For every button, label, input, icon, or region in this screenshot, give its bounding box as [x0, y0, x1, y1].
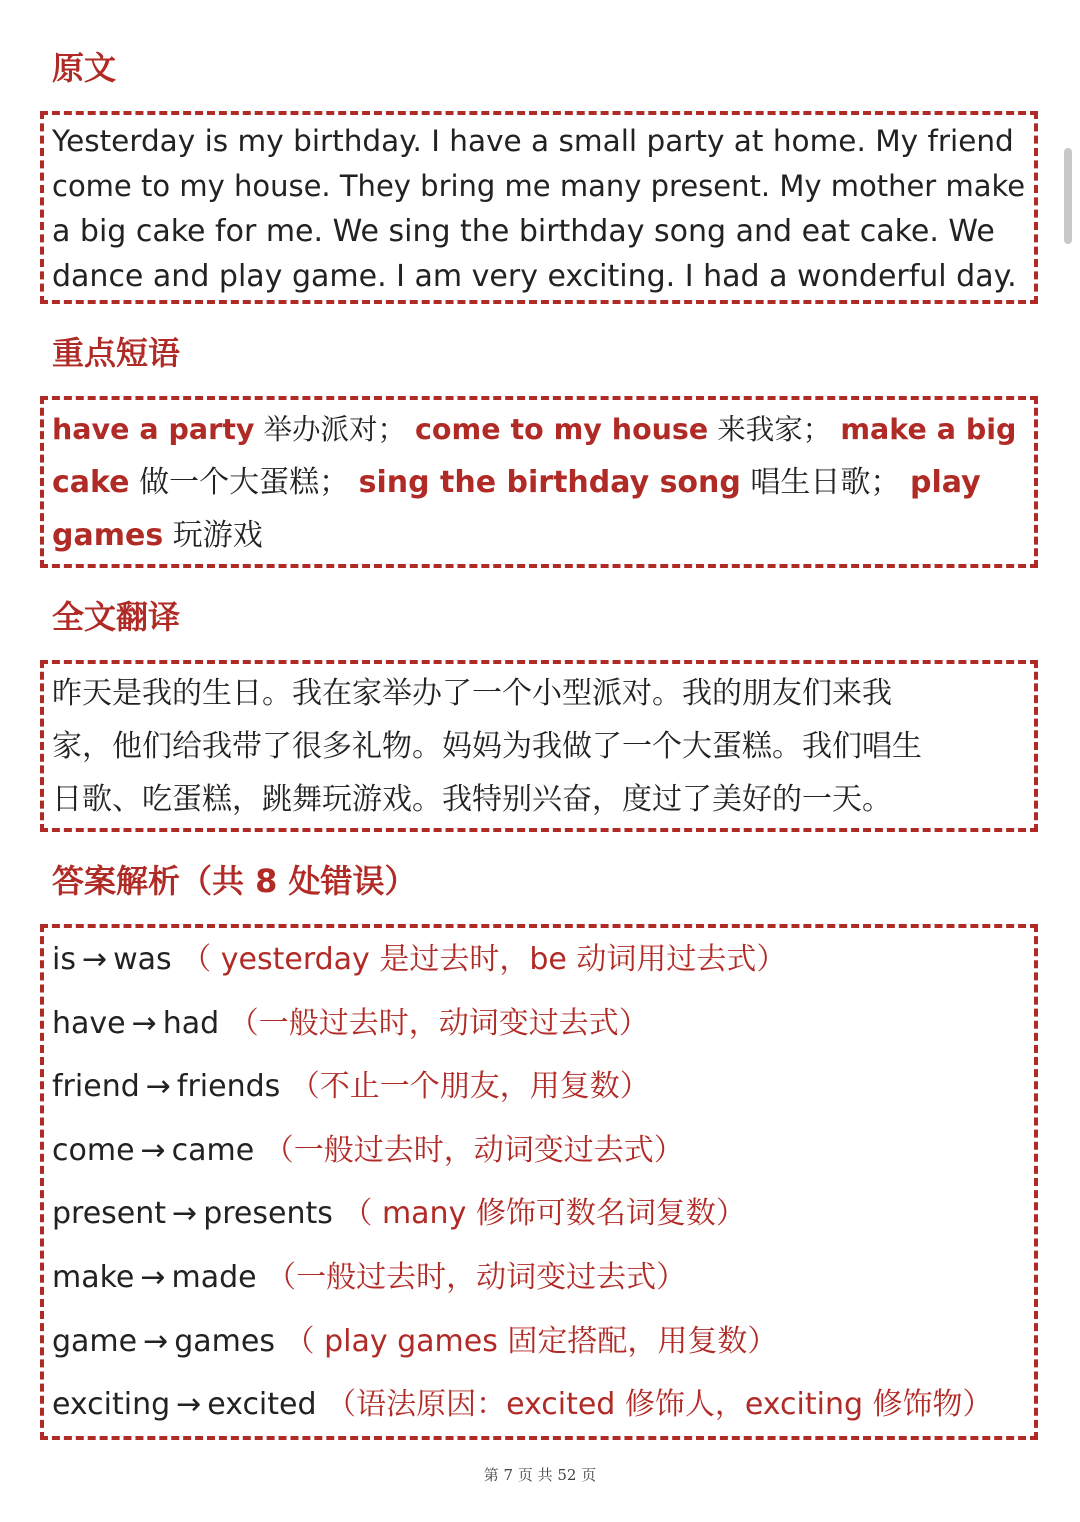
arrow-icon: → [176, 1387, 202, 1423]
answer-note: （语法原因：excited 修饰人，exciting 修饰物） [326, 1387, 993, 1423]
answer-row [52, 1246, 1026, 1310]
phrases-paragraph [52, 403, 1026, 562]
answer-row [52, 1119, 1026, 1183]
phrases-line [52, 456, 1026, 509]
translation-line: 昨天是我的生日。我在家举办了一个小型派对。我的朋友们来我 [52, 676, 892, 711]
arrow-icon: → [140, 1259, 166, 1295]
answers-box [40, 924, 1038, 1440]
phrase-zh: 做一个大蛋糕； [129, 465, 350, 500]
answer-row [52, 928, 1026, 992]
phrase-en: cake [52, 465, 130, 500]
wrong-word: is [52, 942, 76, 977]
answer-note: （ play games 固定搭配，用复数） [284, 1323, 778, 1359]
answer-row [52, 1373, 1026, 1437]
page-number: 第 7 页 共 52 页 [483, 1466, 597, 1484]
original-line: a big cake for me. We sing the birthday song and eat cake. We [52, 214, 995, 249]
original-text-box [40, 111, 1038, 304]
answer-note: （一般过去时，动词变过去式） [263, 1132, 684, 1168]
wrong-word: present [52, 1196, 167, 1232]
phrase-zh: 来我家； [708, 413, 832, 446]
wrong-word: have [52, 1005, 126, 1041]
wrong-word: friend [52, 1069, 140, 1105]
arrow-icon: → [143, 1323, 169, 1359]
translation-line: 日歌、吃蛋糕，跳舞玩游戏。我特别兴奋，度过了美好的一天。 [52, 782, 892, 817]
arrow-icon: → [131, 1005, 157, 1041]
correct-word: friends [176, 1069, 281, 1105]
heading-phrases: 重点短语 [52, 334, 181, 372]
answer-note: （ many 修饰可数名词复数） [342, 1196, 746, 1232]
heading-original: 原文 [52, 49, 117, 87]
arrow-icon: → [140, 1132, 166, 1168]
answer-note: （不止一个朋友，用复数） [289, 1069, 650, 1105]
original-line: Yesterday is my birthday. I have a small party at home. My friend [52, 124, 1014, 158]
answer-note: （ yesterday 是过去时，be 动词用过去式） [181, 942, 787, 977]
phrase-zh: 玩游戏 [163, 518, 263, 553]
arrow-icon: → [172, 1196, 198, 1232]
phrase-zh: 举办派对； [254, 413, 406, 446]
scrollbar-thumb[interactable] [1064, 148, 1072, 244]
correct-word: excited [207, 1387, 317, 1423]
wrong-word: exciting [52, 1387, 171, 1423]
phrases-line [52, 403, 1026, 456]
correct-word: games [174, 1323, 275, 1359]
phrase-en: play [909, 465, 981, 500]
phrases-line [52, 509, 1026, 562]
correct-word: was [113, 942, 172, 977]
translation-box [40, 660, 1038, 832]
translation-paragraph [52, 667, 1026, 826]
phrase-en: make a big [840, 413, 1017, 446]
phrase-en: come to my house [415, 413, 709, 446]
phrase-en: have a party [52, 413, 255, 446]
original-line: come to my house. They bring me many present. My mother make [52, 169, 1026, 203]
phrases-box [40, 396, 1038, 568]
wrong-word: come [52, 1132, 135, 1168]
heading-answers: 答案解析（共 8 处错误） [52, 862, 417, 900]
wrong-word: make [52, 1259, 135, 1295]
arrow-icon: → [145, 1069, 171, 1105]
original-line: dance and play game. I am very exciting. I had a wonderful day. [52, 259, 1017, 294]
answer-row [52, 1310, 1026, 1374]
phrase-en: sing the birthday song [358, 465, 741, 500]
correct-word: presents [203, 1196, 333, 1232]
original-paragraph [52, 119, 1026, 299]
answer-row [52, 1055, 1026, 1119]
answer-row [52, 992, 1026, 1056]
heading-translation: 全文翻译 [52, 598, 181, 636]
answer-note: （一般过去时，动词变过去式） [228, 1005, 649, 1041]
answer-note: （一般过去时，动词变过去式） [266, 1259, 687, 1295]
phrase-zh: 唱生日歌； [740, 465, 901, 500]
wrong-word: game [52, 1323, 138, 1359]
answer-row [52, 1182, 1026, 1246]
arrow-icon: → [81, 942, 108, 977]
correct-word: came [171, 1132, 255, 1168]
translation-line: 家，他们给我带了很多礼物。妈妈为我做了一个大蛋糕。我们唱生 [52, 729, 922, 764]
correct-word: made [171, 1259, 257, 1295]
phrase-en: games [52, 518, 164, 553]
correct-word: had [162, 1005, 220, 1041]
